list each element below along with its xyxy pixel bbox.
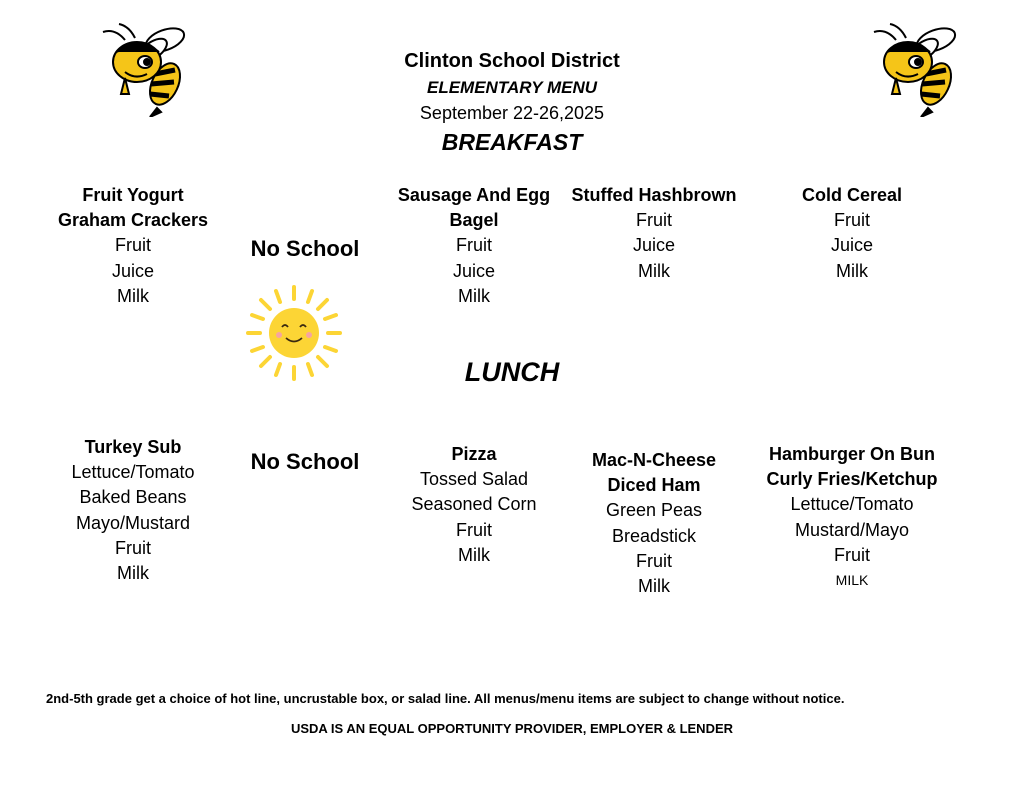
menu-item: Baked Beans <box>79 487 187 508</box>
menu-item: Tossed Salad <box>419 469 529 490</box>
bee-mascot-icon-left <box>95 22 195 117</box>
menu-item: Juice <box>111 260 155 281</box>
menu-item: Breadstick <box>611 525 697 546</box>
menu-item: Fruit <box>636 550 672 571</box>
menu-item: Turkey Sub <box>84 437 182 457</box>
menu-item: Fruit <box>115 235 151 256</box>
menu-item: Milk <box>117 563 149 584</box>
menu-item: Fruit <box>115 537 151 558</box>
menu-item: Pizza <box>451 444 497 464</box>
menu-item: Fruit <box>834 210 870 231</box>
menu-item: Fruit <box>456 235 492 256</box>
breakfast-day-5 <box>757 183 947 284</box>
menu-item: Juice <box>632 235 676 256</box>
menu-item: Milk <box>458 544 490 565</box>
lunch-day-5 <box>747 442 957 593</box>
menu-item: Fruit <box>834 544 870 565</box>
menu-item: Fruit Yogurt <box>82 185 184 205</box>
menu-item: Milk <box>458 285 490 306</box>
menu-item: Diced Ham <box>607 475 701 496</box>
menu-item: Seasoned Corn <box>411 494 537 515</box>
menu-item: Curly Fries/Ketchup <box>766 469 938 490</box>
grade-choice-note: 2nd-5th grade get a choice of hot line, uncrustable box, or salad line. All menus/menu items are subject to change without notice. <box>46 691 845 706</box>
breakfast-heading: BREAKFAST <box>441 129 583 155</box>
menu-item: Mac-N-Cheese <box>591 450 717 470</box>
menu-dates: September 22-26,2025 <box>419 103 605 123</box>
menu-item: Mayo/Mustard <box>75 512 191 533</box>
menu-item: Juice <box>830 235 874 256</box>
lunch-no-school: No School <box>250 449 360 474</box>
menu-item: Stuffed Hashbrown <box>571 185 737 205</box>
breakfast-no-school: No School <box>250 236 360 261</box>
breakfast-day-4 <box>559 183 749 284</box>
breakfast-day-3 <box>379 183 569 309</box>
district-title: Clinton School District <box>404 50 620 72</box>
usda-statement: USDA IS AN EQUAL OPPORTUNITY PROVIDER, EMPLOYER & LENDER <box>290 721 734 736</box>
menu-item: Mustard/Mayo <box>794 519 910 540</box>
menu-item: Lettuce/Tomato <box>790 494 914 515</box>
menu-item: Milk <box>638 260 670 281</box>
menu-item: MILK <box>835 572 869 589</box>
menu-item: Hamburger On Bun <box>768 444 935 464</box>
menu-item: Milk <box>638 576 670 597</box>
menu-item: Milk <box>117 285 149 306</box>
menu-item: Cold Cereal <box>801 185 903 205</box>
lunch-heading: LUNCH <box>464 357 560 387</box>
menu-item: Fruit <box>636 210 672 231</box>
menu-type: ELEMENTARY MENU <box>426 78 598 97</box>
lunch-day-3 <box>379 442 569 568</box>
menu-item: Juice <box>452 260 496 281</box>
breakfast-day-1 <box>38 183 228 309</box>
lunch-day-1 <box>38 435 228 586</box>
menu-item: Green Peas <box>605 500 703 521</box>
menu-item: Milk <box>836 260 868 281</box>
lunch-day-4 <box>559 448 749 599</box>
menu-item: Graham Crackers <box>57 210 209 231</box>
bee-mascot-icon-right <box>866 22 966 117</box>
menu-item: Lettuce/Tomato <box>71 462 195 483</box>
menu-item: Bagel <box>449 210 499 231</box>
menu-item: Sausage And Egg <box>397 185 551 205</box>
menu-item: Fruit <box>456 519 492 540</box>
